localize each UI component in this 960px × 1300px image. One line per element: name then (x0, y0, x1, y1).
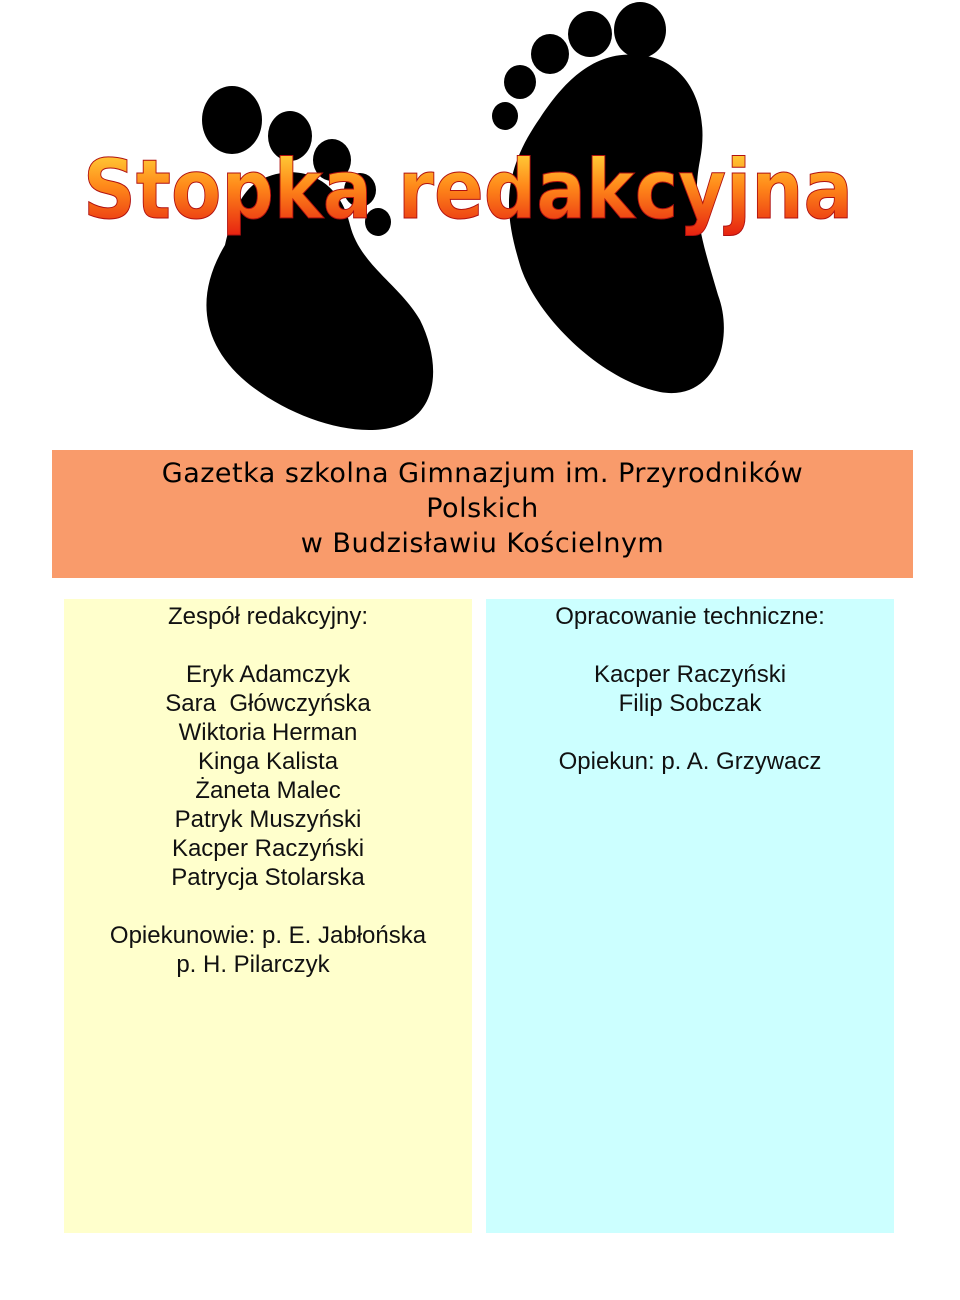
supervisors-line: Opiekunowie: p. E. Jabłońska (109, 922, 427, 949)
team-member: Filip Sobczak (618, 690, 762, 717)
editorial-team-panel (64, 599, 472, 1233)
banner-line: Polskich (426, 493, 539, 524)
supervisors-line: p. H. Pilarczyk (176, 951, 330, 978)
logo-header (0, 0, 960, 440)
editorial-heading: Zespół redakcyjny: (167, 603, 369, 630)
team-member: Wiktoria Herman (178, 719, 358, 746)
team-member: Sara Główczyńska (165, 690, 371, 717)
banner-line: Gazetka szkolna Gimnazjum im. Przyrodników (161, 458, 804, 489)
team-member: Eryk Adamczyk (185, 661, 351, 688)
team-member: Kacper Raczyński (593, 661, 787, 688)
team-member: Patryk Muszyński (174, 806, 362, 833)
banner-line: w Budzisławiu Kościelnym (300, 528, 665, 559)
technical-heading: Opracowanie techniczne: (555, 603, 825, 630)
team-member: Kacper Raczyński (171, 835, 365, 862)
team-member: Żaneta Malec (195, 777, 341, 804)
school-banner (52, 450, 913, 578)
team-member: Patrycja Stolarska (171, 864, 365, 891)
technical-team-panel (486, 599, 894, 1233)
team-member: Kinga Kalista (197, 748, 339, 775)
technical-supervisor: Opiekun: p. A. Grzywacz (558, 748, 822, 775)
page-title: Stopka redakcyjna (83, 143, 853, 238)
